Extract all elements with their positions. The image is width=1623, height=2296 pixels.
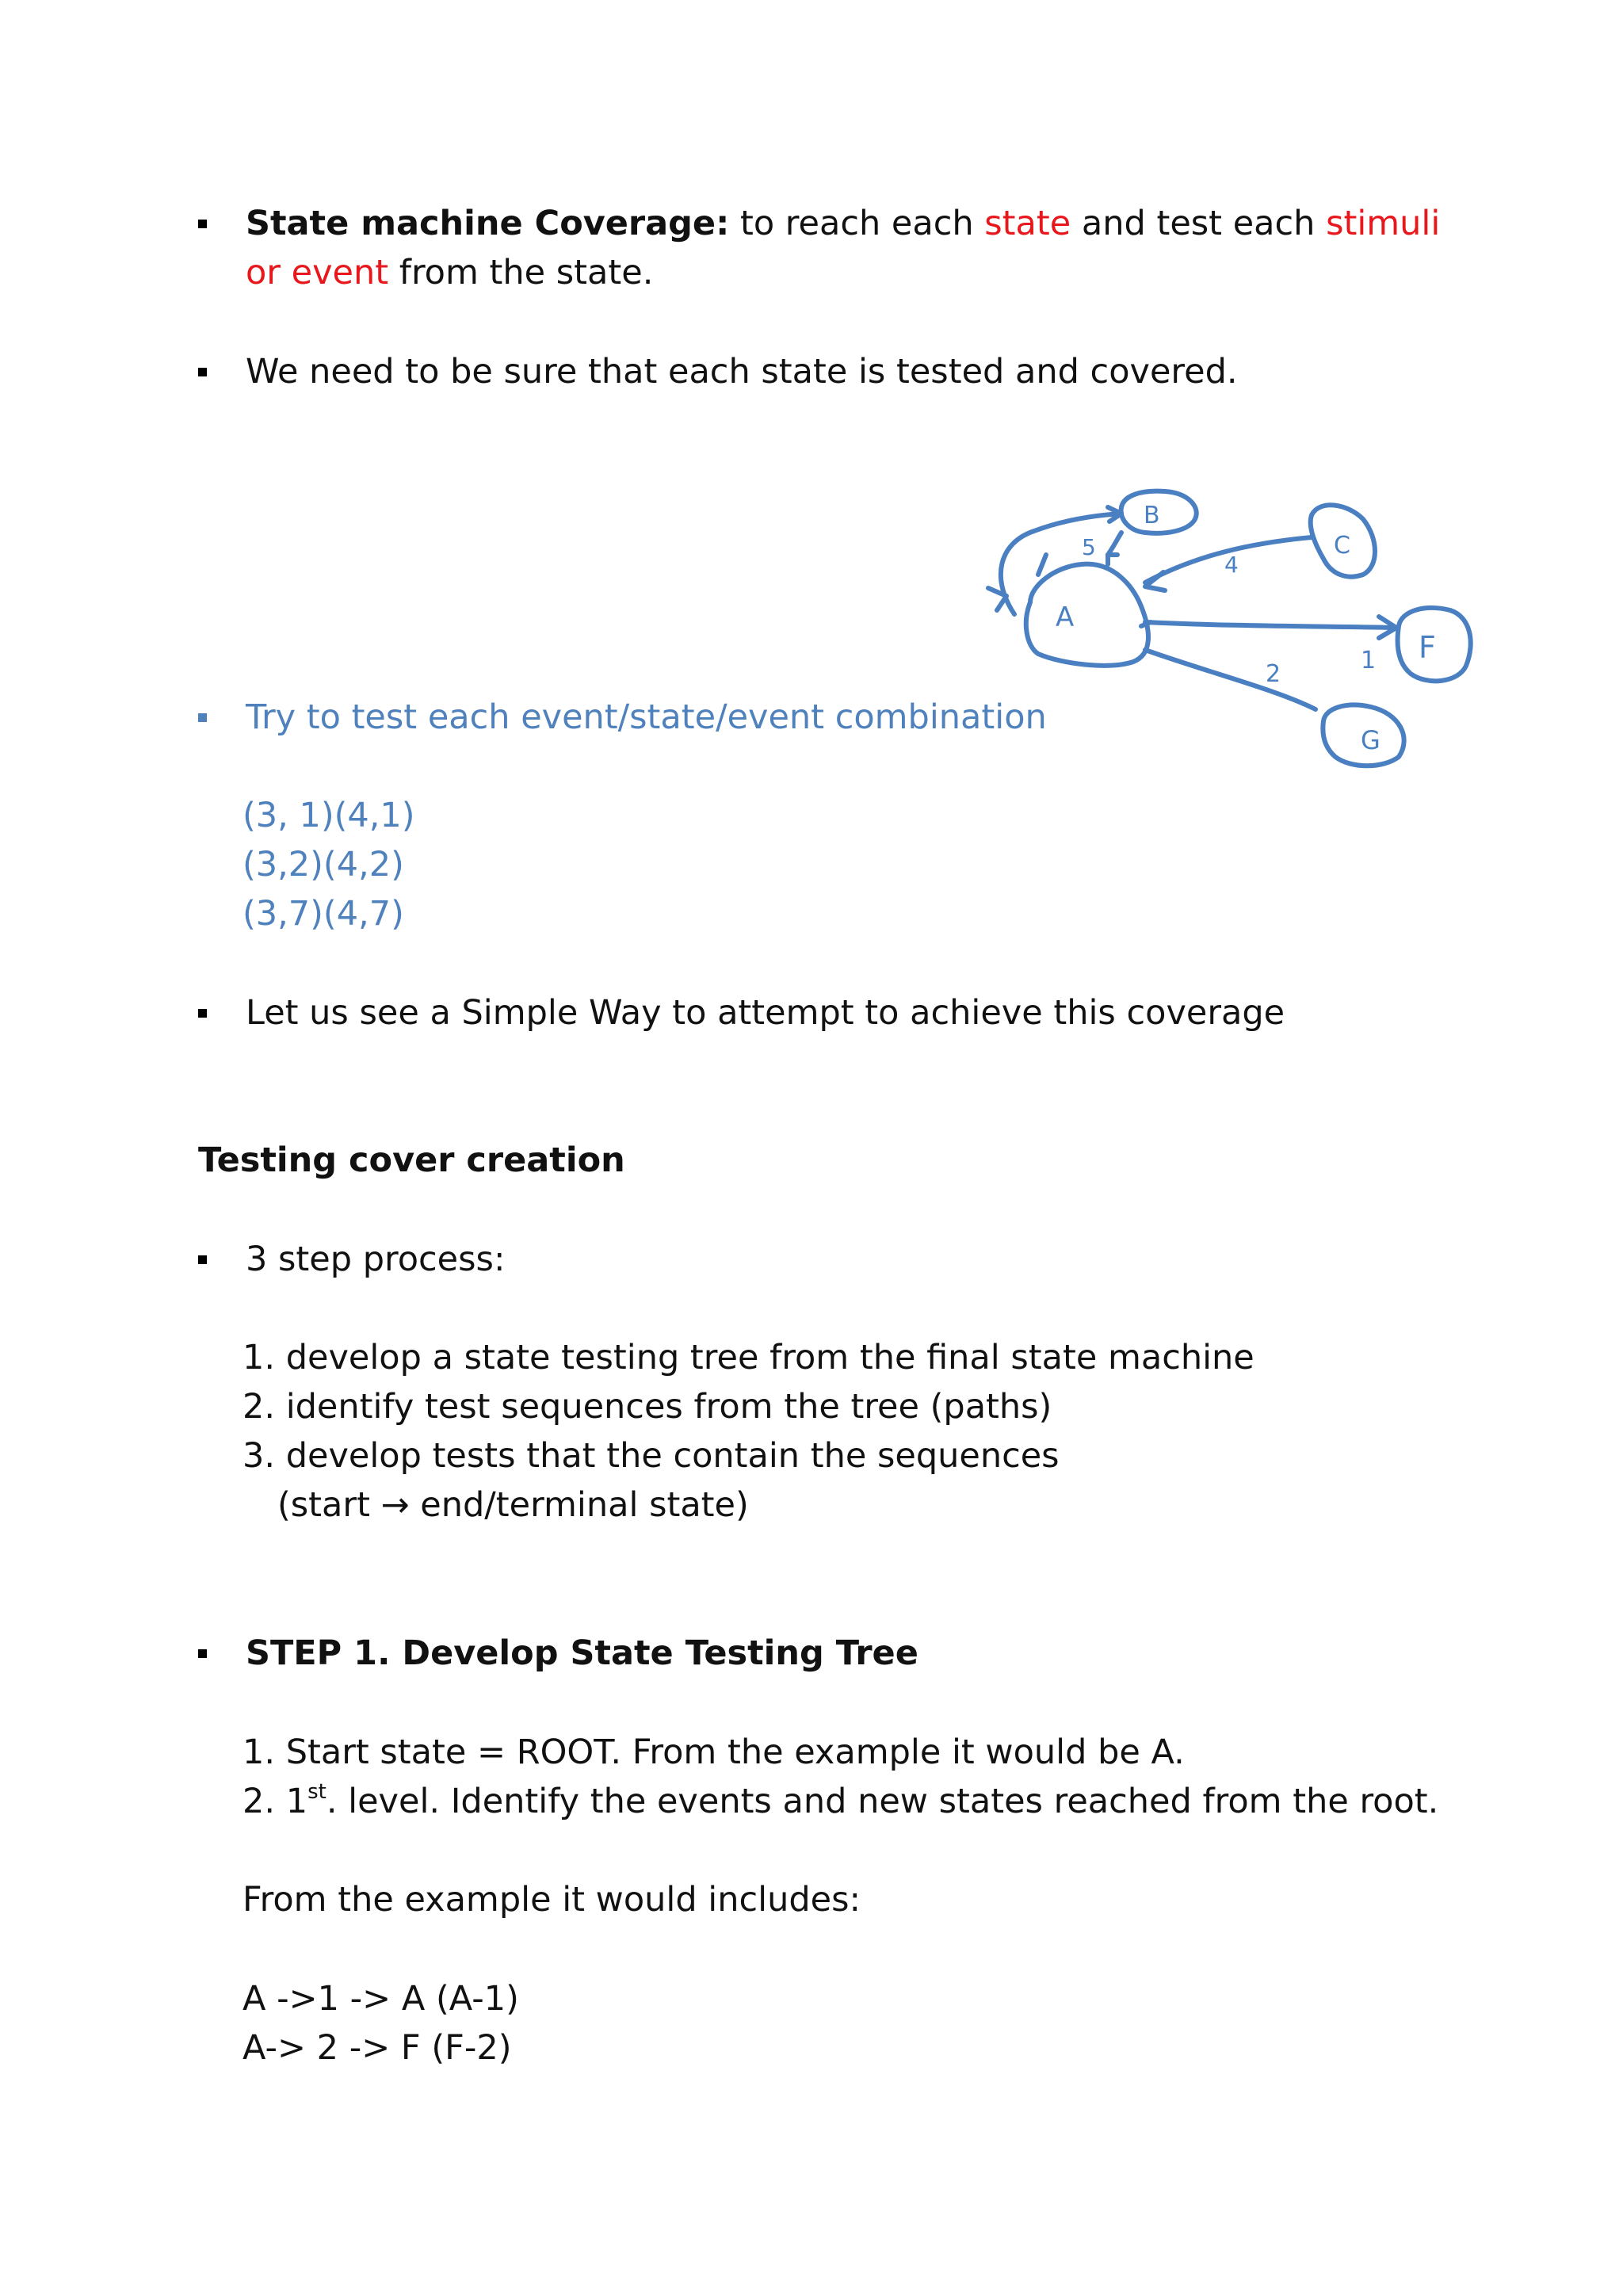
edge-label-4: 4 [1224,552,1239,578]
bullet-text: We need to be sure that each state is tested and covered. [246,352,1238,392]
state-label-g: G [1361,725,1381,755]
heading-text: STEP 1. Develop State Testing Tree [246,1633,918,1673]
text: to reach each [729,204,985,243]
state-label-e: E [1079,555,1080,556]
edge-short-b [1038,555,1046,575]
state-node-a [1026,564,1148,666]
state-label-f: F [1419,630,1436,665]
text: and test each [1071,204,1327,243]
highlight-state: state [984,204,1071,243]
state-label-c: C [1334,532,1350,560]
highlight-stimuli: stimuli [1326,204,1441,243]
state-label-a: A [1056,602,1075,633]
bullet-text: Try to test each event/state/event combination [246,697,1047,737]
edge-label-1: 1 [1361,647,1377,674]
ordinal-superscript: st [307,1780,327,1804]
edge-a-to-f [1145,622,1395,628]
state-label-b: B [1144,502,1160,529]
edge-a-to-b [1001,514,1121,614]
text: from the state. [388,253,654,292]
term-bold: State machine Coverage: [246,204,730,243]
heading-text: Testing cover creation [198,1140,625,1180]
bullet-text: 3 step process: [246,1240,506,1279]
edge-label-5: 5 [1082,534,1096,560]
bullet-marker [198,1649,207,1658]
highlight-or-event: or event [246,253,389,292]
edge-a-to-b-right [1108,533,1121,555]
bullet-marker [198,1255,207,1264]
bullet-text: Let us see a Simple Way to attempt to achieve this coverage [246,993,1285,1033]
edge-label-2: 2 [1266,660,1281,688]
edge-a-to-b-right-arrowhead [1108,555,1117,564]
edge-a-to-g [1145,650,1316,709]
